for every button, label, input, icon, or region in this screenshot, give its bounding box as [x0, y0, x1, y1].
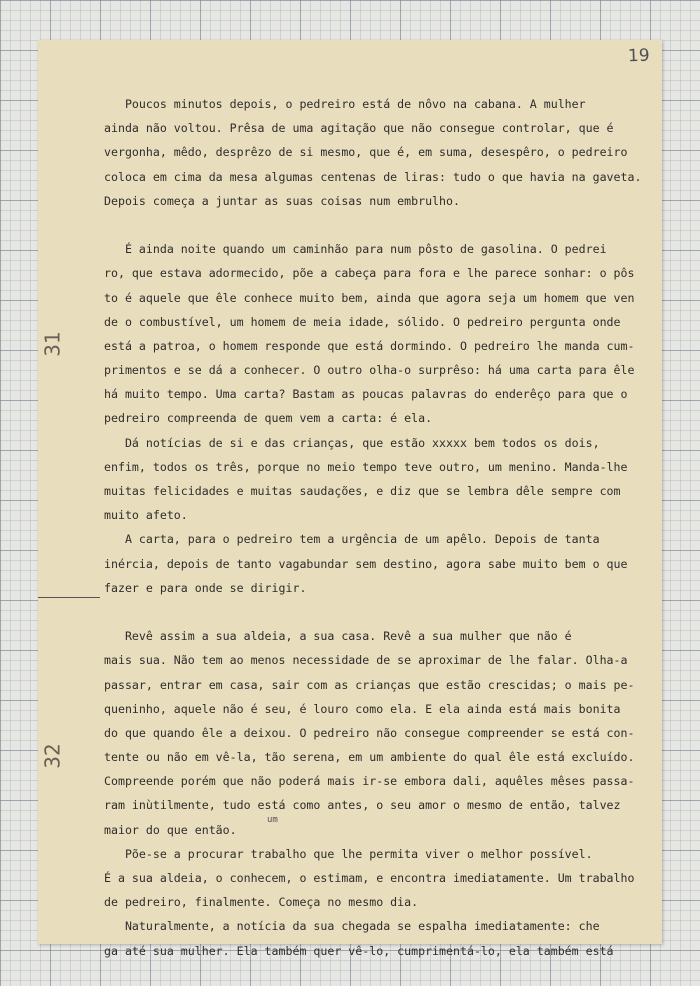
text-line: Põe-se a procurar trabalho que lhe permita viver o melhor possível.: [104, 846, 593, 861]
body-text: [104, 92, 664, 963]
text-line: tente ou não em vê-la, tão serena, em um ambiente do qual êle está excluído.: [104, 750, 635, 765]
text-line: A carta, para o pedreiro tem a urgência de um apêlo. Depois de tanta: [104, 532, 600, 547]
interlinear-insert: um: [267, 815, 278, 825]
page-number: 19: [628, 45, 651, 67]
text-line: de o combustível, um homem de meia idade, sólido. O pedreiro pergunta onde: [104, 314, 621, 329]
text-line: Compreende porém que não poderá mais ir-se embora dali, aquêles mêses passa-: [104, 774, 635, 789]
text-line: Dá notícias de si e das crianças, que estão xxxxx bem todos os dois,: [104, 435, 600, 450]
text-line: Naturalmente, a notícia da sua chegada se espalha imediatamente: che: [104, 919, 600, 934]
text-line: muitas felicidades e muitas saudações, e diz que se lembra dêle sempre com: [104, 484, 621, 498]
text-line: Poucos minutos depois, o pedreiro está de nôvo na cabana. A mulher: [104, 97, 586, 111]
text-line: ga até sua mulher. Ela também quer vê-lo, cumprimentá-lo, ela também está: [104, 943, 614, 958]
text-line: está a patroa, o homem responde que está dormindo. O pedreiro lhe manda cum-: [104, 338, 635, 353]
text-line: ram inùtilmente, tudo está como antes, o seu amor o mesmo de então, talvez: [104, 798, 621, 813]
margin-note-32: 32: [40, 743, 65, 769]
text-line: coloca em cima da mesa algumas centenas de liras: tudo o que havia na gaveta.: [104, 169, 642, 184]
text-line: fazer e para onde se dirigir.: [104, 580, 307, 595]
text-line: pedreiro compreenda de quem vem a carta: é ela.: [104, 411, 433, 426]
text-line: primentos e se dá a conhecer. O outro olha-o surprêso: há uma carta para êle: [104, 363, 635, 378]
text-line: ainda não voltou. Prêsa de uma agitação que não consegue controlar, que é: [104, 121, 614, 136]
text-line: [104, 213, 664, 237]
text-line: mais sua. Não tem ao menos necessidade de se aproximar de lhe falar. Olha-a: [104, 653, 628, 668]
text-line: É a sua aldeia, o conhecem, o estimam, e encontra imediatamente. Um trabalho: [104, 871, 635, 885]
text-line: do que quando êle a deixou. O pedreiro não consegue compreender se está con-: [104, 725, 635, 740]
text-line: enfim, todos os três, porque no meio tempo teve outro, um menino. Manda-lhe: [104, 459, 628, 474]
typewritten-page: [38, 40, 662, 958]
text-line: ro, que estava adormecido, põe a cabeça para fora e lhe parece sonhar: o pôs: [104, 266, 635, 281]
text-line: Depois começa a juntar as suas coisas num embrulho.: [104, 193, 460, 208]
text-line: [104, 600, 664, 624]
text-line: to é aquele que êle conhece muito bem, ainda que agora seja um homem que ven: [104, 290, 635, 305]
text-line: queninho, aquele não é seu, é louro como ela. E ela ainda está mais bonita: [104, 701, 621, 716]
margin-rule: [38, 597, 100, 598]
text-line: inércia, depois de tanto vagabundar sem destino, agora sabe muito bem o que: [104, 556, 628, 571]
text-line: Revê assim a sua aldeia, a sua casa. Revê a sua mulher que não é: [104, 629, 572, 644]
margin-note-31: 31: [40, 331, 65, 357]
text-line: há muito tempo. Uma carta? Bastam as poucas palavras do enderêço para que o: [104, 387, 628, 402]
text-line: passar, entrar em casa, sair com as crianças que estão crescidas; o mais pe-: [104, 677, 635, 692]
text-line: muito afeto.: [104, 508, 188, 523]
text-line: de pedreiro, finalmente. Começa no mesmo dia.: [104, 895, 419, 910]
text-line: vergonha, mêdo, desprêzo de si mesmo, que é, em suma, desespêro, o pedreiro: [104, 145, 628, 160]
text-line: maior do que então.: [104, 822, 237, 837]
text-line: É ainda noite quando um caminhão para num pôsto de gasolina. O pedrei: [104, 242, 607, 257]
